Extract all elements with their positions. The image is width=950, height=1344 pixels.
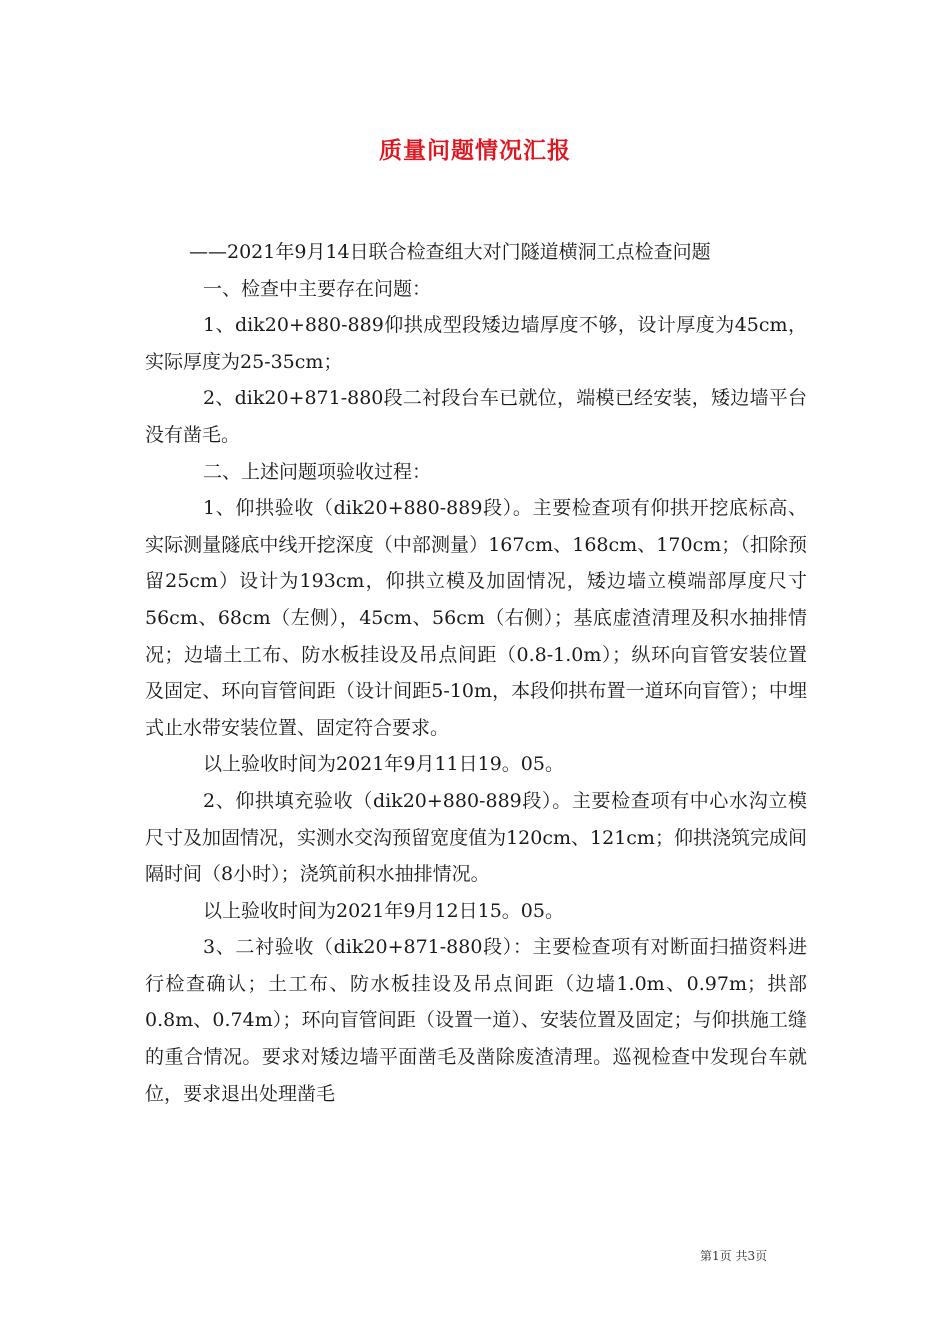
paragraph: 2、dik20+871-880段二衬段台车已就位，端模已经安装，矮边墙平台没有凿毛。 <box>145 387 807 446</box>
paragraph: 1、dik20+880-889仰拱成型段矮边墙厚度不够，设计厚度为45cm，实际厚度为25-35cm； <box>145 314 807 373</box>
paragraph: 3、二衬验收（dik20+871-880段）：主要检查项有对断面扫描资料进行检查确认；土工布、防水板挂设及吊点间距（边墙1.0m、0.97m；拱部0.8m、0.74m）；环向盲管间距（设置一道）、安装位置及固定；与仰拱施工缝的重合情况。要求对矮边墙平面凿毛及凿除废渣清理。巡视检查中发现台车就位，要求退出处理凿毛 <box>145 936 807 1105</box>
document-title: 质量问题情况汇报 <box>379 137 571 164</box>
paragraph: 1、仰拱验收（dik20+880-889段）。主要检查项有仰拱开挖底标高、实际测量隧底中线开挖深度（中部测量）167cm、168cm、170cm；（扣除预留25cm）设计为193cm，仰拱立模及加固情况，矮边墙立模端部厚度尺寸56cm、68cm（左侧），45cm、56cm（右侧）；基底虚渣清理及积水抽排情况；边墙土工布、防水板挂设及吊点间距（0.8-1.0m）；纵环向盲管安装位置及固定、环向盲管间距（设计间距5-10m，本段仰拱布置一道环向盲管）；中埋式止水带安装位置、固定符合要求。 <box>145 497 807 739</box>
paragraph: 2、仰拱填充验收（dik20+880-889段）。主要检查项有中心水沟立模尺寸及加固情况，实测水交沟预留宽度值为120cm、121cm；仰拱浇筑完成间隔时间（8小时）；浇筑前积水抽排情况。 <box>145 789 807 886</box>
paragraph: 以上验收时间为2021年9月11日19。05。 <box>203 753 564 776</box>
section-heading: 二、上述问题项验收过程： <box>203 460 432 483</box>
paragraph: 以上验收时间为2021年9月12日15。05。 <box>203 899 564 922</box>
document-body <box>145 234 807 1112</box>
document-subtitle: ——2021年9月14日联合检查组大对门隧道横洞工点检查问题 <box>189 241 711 263</box>
page-number: 第1页 共3页 <box>700 1249 768 1263</box>
section-heading: 一、检查中主要存在问题： <box>203 277 432 300</box>
